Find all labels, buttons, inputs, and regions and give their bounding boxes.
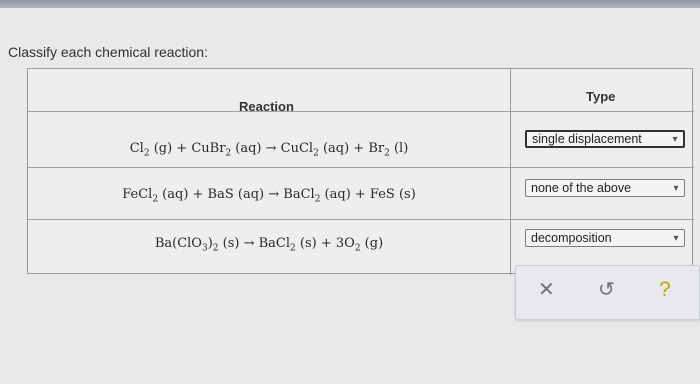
reaction-equation: $Cl_2$ (g) + CuBr$_2$ (aq) → CuCl$_2$ $(aq) + Br_2$ (l) [129,141,409,159]
undo-icon[interactable]: ↺ [598,279,615,301]
chevron-down-icon: ▾ [673,232,679,244]
type-select-value: single displacement [532,132,642,146]
row-divider [28,219,694,220]
type-select-value: none of the above [531,181,632,195]
top-bar [0,0,700,8]
type-select-value: decomposition [531,231,612,245]
header-type: Type [586,89,616,104]
type-select-row-1[interactable] [525,130,685,148]
column-divider [510,69,511,275]
header-divider [28,111,694,112]
close-icon[interactable]: ✕ [538,279,555,301]
header-reaction: Reaction [239,99,294,114]
answer-action-bar [515,265,700,320]
reaction-equation: FeCl$_2$ (aq) + BaS (aq) → BaCl$_2$ (aq) + FeS (s) [122,187,416,205]
type-select-row-2[interactable] [525,179,685,197]
help-icon[interactable]: ? [659,278,671,301]
reaction-equation: $Ba(ClO_3)_2$ (s) → BaCl$_2$ $(s) + 3O_2$ (g) [154,236,384,254]
type-select-row-3[interactable] [525,229,685,247]
chevron-down-icon: ▾ [673,182,679,194]
question-prompt: Classify each chemical reaction: [8,44,208,60]
row-divider [28,167,694,168]
chevron-down-icon: ▾ [672,133,678,145]
classification-table [27,68,693,274]
